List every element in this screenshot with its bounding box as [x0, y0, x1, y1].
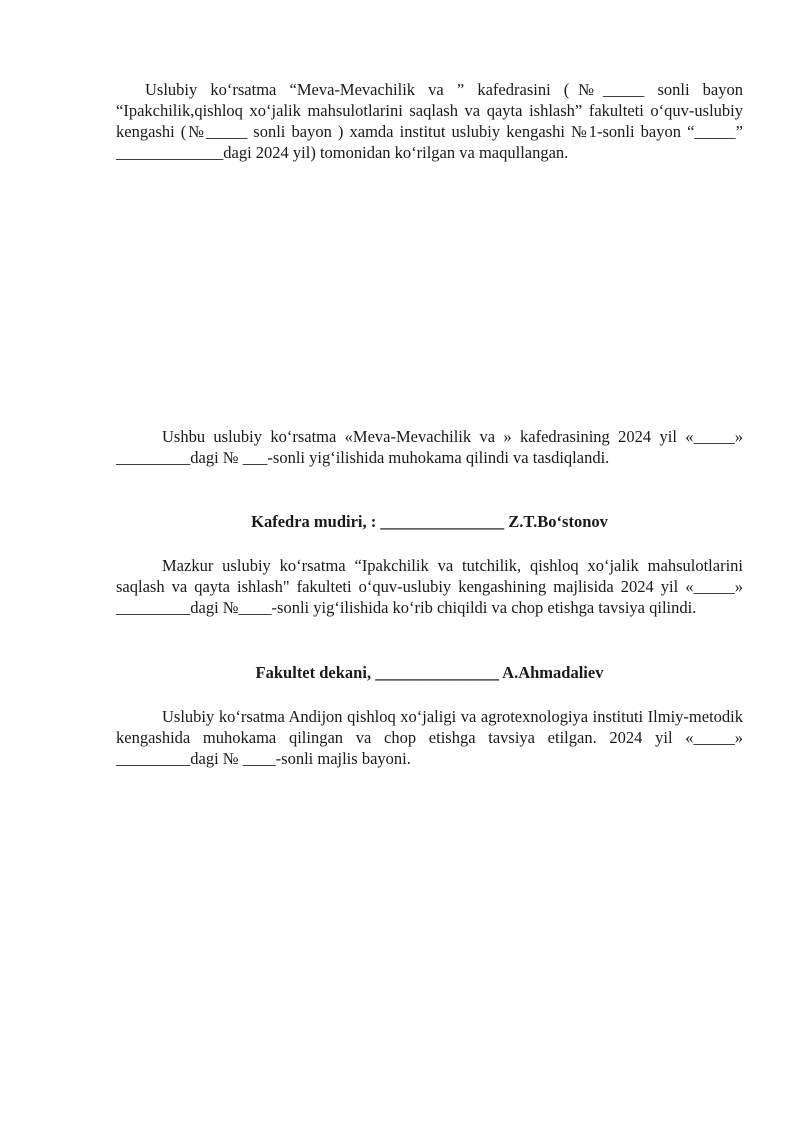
- faculty-dean-signature: Fakultet dekani, _______________ A.Ahmadaliev: [255, 663, 604, 682]
- discussion-paragraph-department: Ushbu uslubiy ko‘rsatma «Meva-Mevachilik va » kafedrasining 2024 yil «_____» _________dagi № ___-sonli yig‘ilishida muhokama qilindi va tasdiqlandi.: [116, 427, 743, 467]
- approval-paragraph-department: Uslubiy ko‘rsatma “Meva-Mevachilik va ” kafedrasini (№_____ sonli bayon “Ipakchilik,qishloq xo‘jalik mahsulotlarini saqlash va qayta ishlash” fakulteti o‘quv-uslubiy kengashi (№_____ sonli bayon ) xamda institut uslubiy kengashi №1-sonli bayon “_____” _____________dagi 2024 yil) tomonidan ko‘rilgan va maqullangan.: [116, 80, 743, 162]
- faculty-council-paragraph: Mazkur uslubiy ko‘rsatma “Ipakchilik va tutchilik, qishloq xo‘jalik mahsulotlarini saqlash va qayta ishlash" fakulteti o‘quv-uslubiy kengashining majlisida 2024 yil «_____» _________dagi №____-sonli yig‘ilishida ko‘rib chiqildi va chop etishga tavsiya qilindi.: [116, 556, 743, 617]
- department-head-signature: Kafedra mudiri, : _______________ Z.T.Bo‘stonov: [251, 512, 608, 531]
- institute-council-paragraph: Uslubiy ko‘rsatma Andijon qishloq xo‘jaligi va agrotexnologiya instituti Ilmiy-metodik kengashida muhokama qilingan va chop etishga tavsiya etilgan. 2024 yil «_____» _________dagi № ____-sonli majlis bayoni.: [116, 707, 743, 768]
